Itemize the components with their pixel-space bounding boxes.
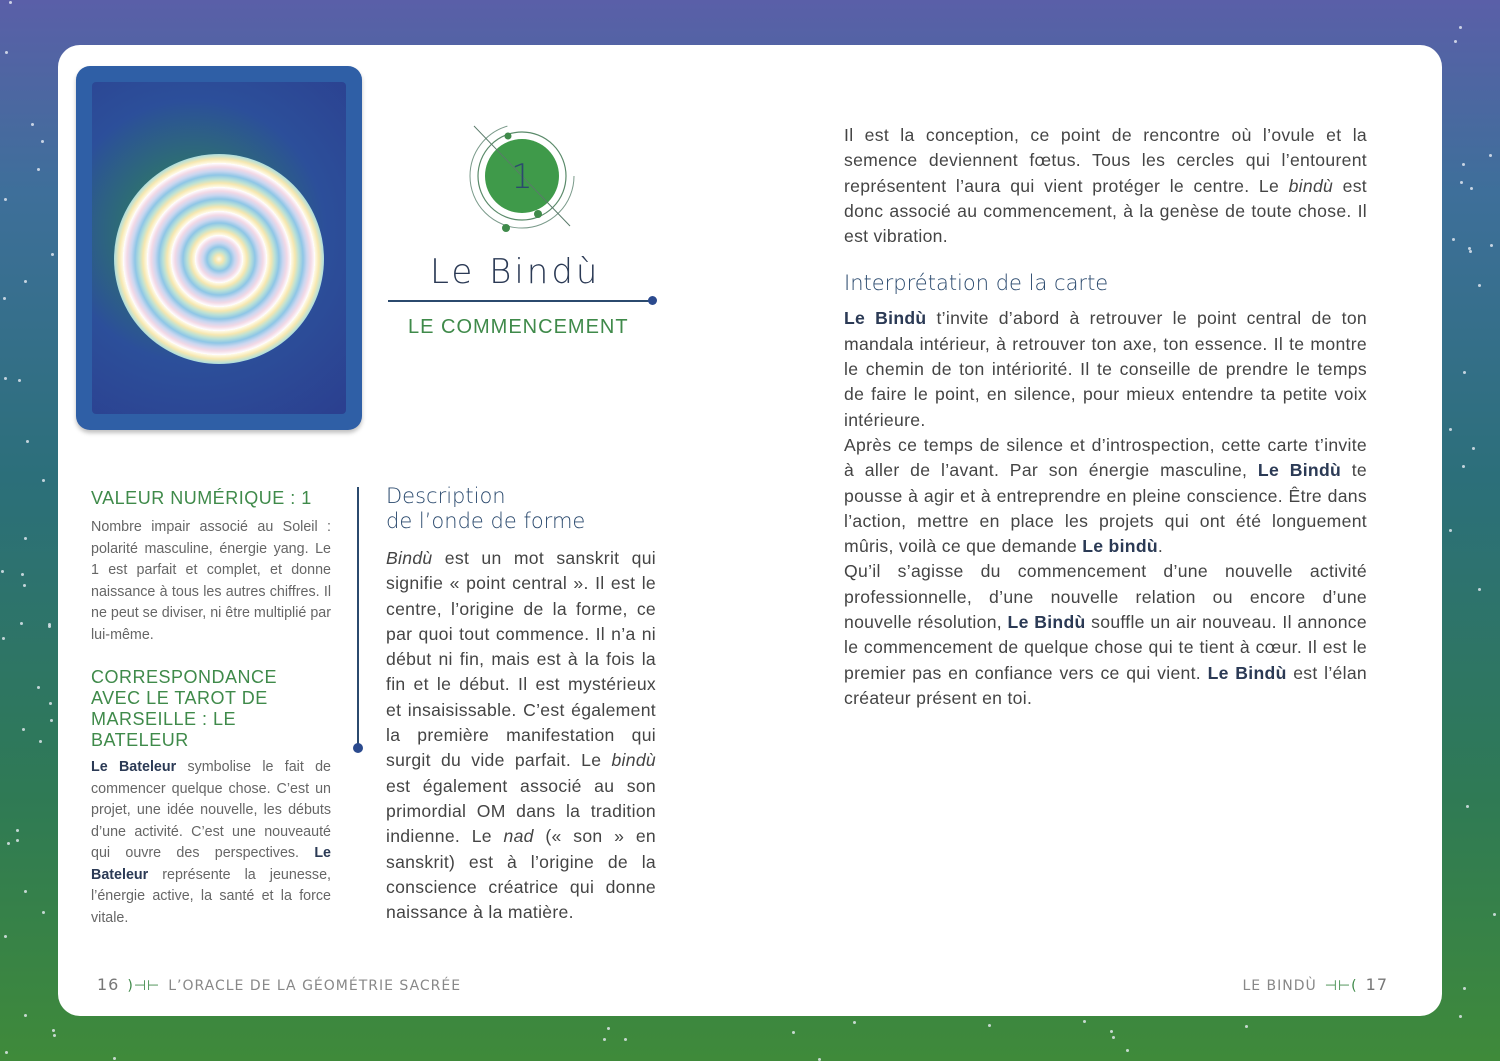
- intro-text: [844, 123, 1367, 249]
- bold-text: Le Bindù: [1207, 662, 1287, 683]
- ornament-icon: )⊣⊢: [127, 978, 161, 994]
- page-number: 17: [1365, 975, 1388, 994]
- star: [1452, 238, 1455, 241]
- star: [1493, 913, 1496, 916]
- divider-dot: [648, 296, 657, 305]
- card-artwork: [92, 82, 346, 414]
- star: [818, 1058, 821, 1061]
- bold-text: Le bindù: [1082, 536, 1158, 557]
- star: [624, 1038, 627, 1041]
- text-segment: te pousse à agir et à entreprendre en pleine conscience. Être dans l’action, mettre en place les projets qui ont été longuement mûris, voilà ce que demande: [844, 460, 1367, 557]
- star: [51, 253, 54, 256]
- star: [22, 728, 25, 731]
- star: [1126, 1049, 1129, 1052]
- star: [1459, 1015, 1462, 1018]
- star: [31, 123, 34, 126]
- star: [1489, 154, 1492, 157]
- text-segment: est également associé au son primordial OM dans la tradition indienne. Le: [386, 775, 656, 847]
- tarot-text: [91, 757, 331, 929]
- star: [3, 297, 6, 300]
- oracle-card-image: [76, 66, 362, 430]
- star: [20, 622, 23, 625]
- star: [1462, 163, 1465, 166]
- star: [18, 379, 21, 382]
- text-segment: symbolise le fait de commencer quelque chose. C’est un projet, une idée nouvelle, les débuts d’une activité. C’est une nouveauté qui ouvre des perspectives.: [91, 759, 331, 861]
- star: [7, 842, 10, 845]
- italic-text: Bindù: [386, 548, 433, 568]
- star: [1460, 181, 1463, 184]
- star: [607, 1027, 610, 1030]
- star: [21, 573, 24, 576]
- star: [39, 740, 42, 743]
- star: [1110, 1030, 1113, 1033]
- text-segment: .: [1157, 536, 1164, 557]
- star: [16, 829, 19, 832]
- value-heading: VALEUR NUMÉRIQUE : 1: [91, 488, 312, 508]
- star: [23, 584, 26, 587]
- ornament-icon: ⊣⊢(: [1324, 978, 1358, 994]
- star: [24, 1014, 27, 1017]
- star: [1449, 428, 1452, 431]
- bold-text: Le Bindù: [1257, 460, 1342, 481]
- star: [1466, 805, 1469, 808]
- card-number-emblem: [466, 120, 578, 240]
- star: [1490, 244, 1493, 247]
- italic-text: nad: [503, 826, 534, 847]
- text-segment: est donc associé au commencement, à la genèse de toute chose. Il est vibration.: [844, 175, 1367, 247]
- value-text: Nombre impair associé au Soleil : polarité masculine, énergie yang. Le 1 est parfait et complet, et donne naissance à tous les autres chiffres. Il ne peut se diviser, ni être multiplié par lui-même.: [91, 519, 331, 643]
- column-divider: [357, 487, 359, 745]
- star: [41, 140, 44, 143]
- text-segment: est un mot sanskrit qui signifie « point central ». Il est le centre, l’origine de la forme, ce par quoi tout commence. Il n’a ni début ni fin, mais est à la fois la fin et le début. Il est mystérieux et insaisissable. C’est également la première manifestation qui surgit du vide parfait. Le: [386, 548, 656, 771]
- divider-dot: [353, 743, 363, 753]
- italic-text: bindù: [611, 750, 656, 771]
- bold-text: Le Bindù: [1007, 612, 1086, 633]
- star: [49, 702, 52, 705]
- star: [113, 1057, 116, 1060]
- star: [24, 280, 27, 283]
- interpretation-heading: Interprétation de la carte: [844, 271, 1109, 296]
- book-title: L’ORACLE DE LA GÉOMÉTRIE SACRÉE: [168, 978, 462, 994]
- star: [24, 537, 27, 540]
- star: [792, 1031, 795, 1034]
- star: [42, 479, 45, 482]
- middle-column: [386, 484, 656, 925]
- star: [1472, 447, 1475, 450]
- star: [988, 1024, 991, 1027]
- right-column: [844, 123, 1367, 711]
- star: [53, 1034, 56, 1037]
- star: [9, 1, 12, 4]
- star: [5, 51, 8, 54]
- left-column: [91, 488, 331, 929]
- star: [1449, 529, 1452, 532]
- star: [37, 168, 40, 171]
- star: [1469, 250, 1472, 253]
- star: [1112, 1036, 1115, 1039]
- text-segment: Qu’il s’agisse du commencement d’une nouvelle activité professionnelle, d’une nouvelle relation ou encore d’une nouvelle résolution,: [844, 561, 1367, 633]
- star: [853, 1021, 856, 1024]
- star: [1459, 26, 1462, 29]
- text-segment: Après ce temps de silence et d’introspection, cette carte t’invite à aller de l’avant. Par son énergie masculine,: [844, 434, 1367, 481]
- description-text: [386, 546, 656, 925]
- star: [26, 440, 29, 443]
- page-number: 16: [97, 975, 120, 994]
- star: [1245, 1025, 1248, 1028]
- star: [1478, 284, 1481, 287]
- star: [2, 637, 5, 640]
- star: [16, 839, 19, 842]
- interpretation-paragraph: [844, 306, 1367, 432]
- interpretation-paragraph: [844, 559, 1367, 711]
- star: [1463, 987, 1466, 990]
- card-subtitle: LE COMMENCEMENT: [408, 316, 629, 338]
- bold-text: Le Bateleur: [91, 845, 331, 883]
- star: [4, 377, 7, 380]
- star: [52, 1029, 55, 1032]
- bold-text: Le Bateleur: [91, 759, 177, 775]
- star: [1083, 1020, 1086, 1023]
- footer-right: [1242, 975, 1388, 994]
- star: [5, 1051, 8, 1054]
- star: [1468, 247, 1471, 250]
- star: [24, 890, 27, 893]
- title-divider: [388, 300, 652, 302]
- star: [4, 198, 7, 201]
- footer-left: [97, 975, 461, 994]
- chapter-title: LE BINDÙ: [1242, 978, 1317, 994]
- text-segment: souffle un air nouveau. Il annonce le commencement de quelque chose qui te tient à cœur. Il est le premier pas en confiance vers ce qui vient.: [844, 612, 1367, 683]
- interpretation-paragraph: [844, 433, 1367, 559]
- text-segment: Il est la conception, ce point de rencontre où l’ovule et la semence deviennent fœtus. Tous les cercles qui l’entourent représentent l’aura qui vient protéger le centre. Le: [844, 125, 1367, 196]
- card-number: 1: [511, 157, 533, 197]
- description-heading: [386, 484, 656, 534]
- text-segment: (« son » en sanskrit) est à l’origine de la conscience créatrice qui donne naissance à la matière.: [386, 826, 656, 923]
- card-title: Le Bindù: [430, 252, 601, 292]
- star: [1470, 187, 1473, 190]
- bold-text: Le Bindù: [844, 308, 927, 329]
- star: [1, 570, 4, 573]
- star: [1463, 371, 1466, 374]
- star: [1478, 588, 1481, 591]
- star: [50, 719, 53, 722]
- tarot-heading: CORRESPONDANCE AVEC LE TAROT DE MARSEILLE : LE BATELEUR: [91, 667, 278, 750]
- star: [4, 935, 7, 938]
- text-segment: est l’élan créateur présent en toi.: [844, 662, 1368, 708]
- heading-line: Description: [386, 484, 506, 508]
- heading-line: de l’onde de forme: [386, 509, 586, 533]
- star: [1454, 40, 1457, 43]
- star: [37, 686, 40, 689]
- star: [42, 911, 45, 914]
- star: [603, 1038, 606, 1041]
- text-segment: représente la jeunesse, l’énergie active, la santé et la force vitale.: [91, 866, 331, 926]
- italic-text: bindù: [1288, 175, 1334, 196]
- text-segment: t’invite d’abord à retrouver le point central de ton mandala intérieur, à retrouver ton axe, ton essence. Il te montre le chemin de ton intériorité. Il te conseille de prendre le temps de faire le point, en silence, pour mieux entendre ta petite voix intérieure.: [844, 308, 1368, 430]
- mandala-circle: [114, 154, 324, 364]
- star: [1462, 465, 1465, 468]
